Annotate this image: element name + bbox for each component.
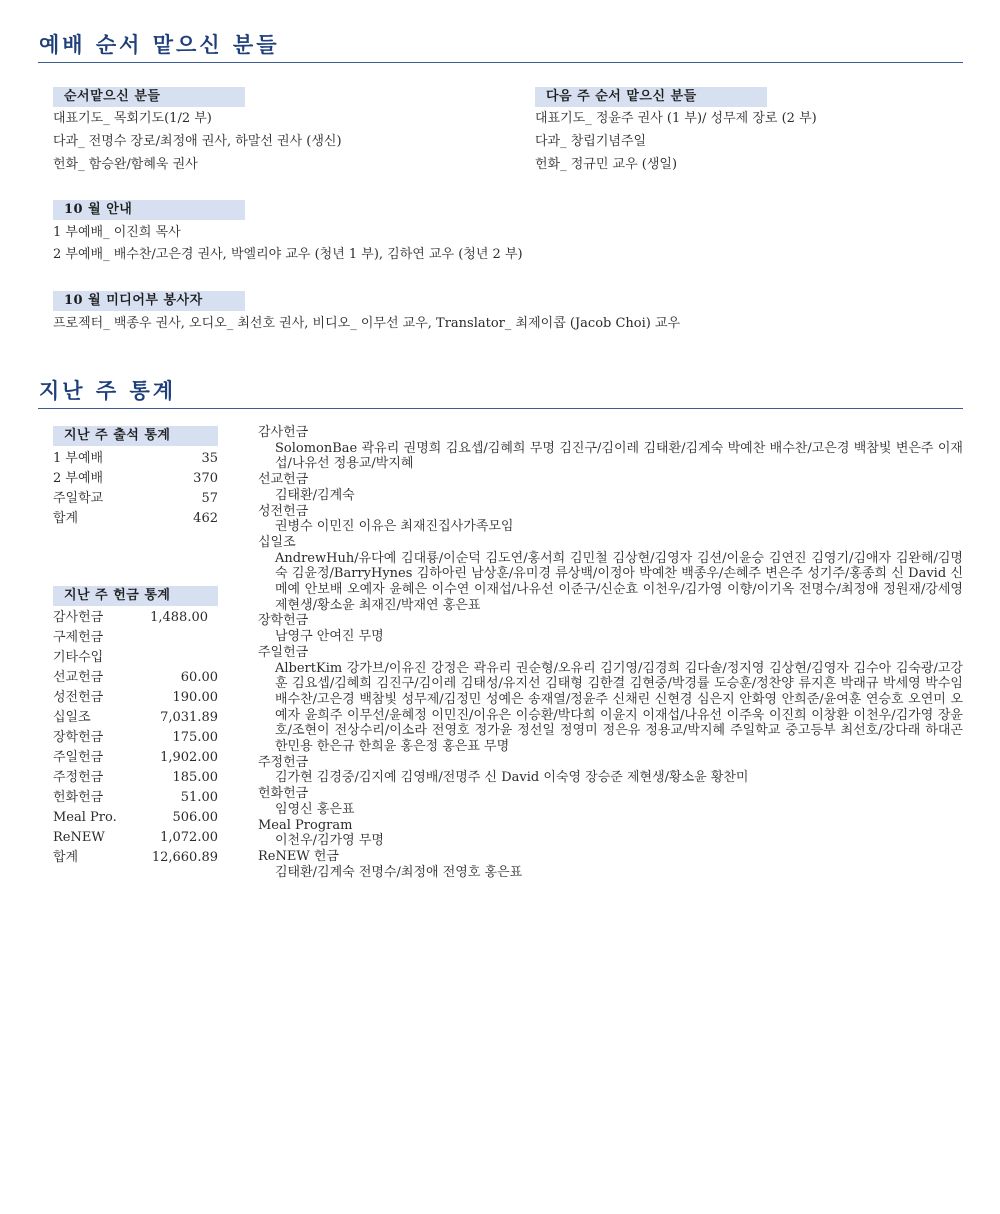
offering-donor-names: SolomonBae 곽유리 권명희 김요셉/김혜희 무명 김진구/김이레 김태환/김계숙 박예찬 배수찬/고은경 백참빛 변은주 이재섭/나유선 정용교/박지혜 bbox=[275, 440, 963, 472]
section-divider bbox=[38, 408, 963, 409]
offering-stats-row: 헌화헌금 51.00 bbox=[53, 790, 218, 805]
offering-stats-row: ReNEW 1,072.00 bbox=[53, 830, 218, 845]
offering-donor-names: AndrewHuh/유다예 김대룡/이순덕 김도연/홍서희 김민철 김상현/김영자 김션/이윤승 김연진 김영기/김애자 김완해/김명숙 김윤정/BarryHynes 김하아린 남상훈/유미경 류상백/이정아 박예찬 백종우/손혜주 변은주 성기주/홍종희 신 David 신메예 안보배 오예자 윤혜은 이수연 이재섭/나유선 이준구/신순효 이천우/김가영 이향/이기옥 전명수/최정애 정원재/강세영 제현생/황소윤 최재진/박재연 홍은표 bbox=[275, 550, 963, 613]
offering-stats-table bbox=[53, 608, 218, 868]
offering-category: 장학헌금 bbox=[258, 613, 309, 629]
next-week-line: 대표기도_ 정윤주 권사 (1 부)/ 성무제 장로 (2 부) bbox=[535, 111, 817, 126]
this-week-line: 대표기도_ 목회기도(1/2 부) bbox=[53, 111, 212, 126]
offering-category: 선교헌금 bbox=[258, 472, 309, 488]
offering-stats-row: 구제헌금 bbox=[53, 630, 104, 645]
offering-category: 성전헌금 bbox=[258, 503, 309, 519]
attendance-row: 2 부예배 370 bbox=[53, 471, 218, 486]
next-week-line: 다과_ 창립기념주일 bbox=[535, 134, 647, 149]
offering-donor-names: 남영구 안여진 무명 bbox=[275, 629, 384, 645]
offering-category: 주일헌금 bbox=[258, 644, 309, 660]
offering-category: 감사헌금 bbox=[258, 425, 309, 440]
offering-donor-names: 김태환/김계숙 bbox=[275, 487, 355, 503]
section-title-last-week-stats: 지난 주 통계 bbox=[39, 378, 177, 403]
offering-donor-names: 임영신 홍은표 bbox=[275, 801, 355, 817]
attendance-table bbox=[53, 449, 218, 529]
october-guide-header: 10 월 안내 bbox=[53, 200, 245, 220]
offering-stats-row: 선교헌금 60.00 bbox=[53, 670, 218, 685]
offering-category: 헌화헌금 bbox=[258, 786, 309, 802]
offering-stats-row: 기타수입 bbox=[53, 650, 104, 665]
october-guide-line: 2 부예배_ 배수찬/고은경 권사, 박엘리야 교우 (청년 1 부), 김하연 교우 (청년 2 부) bbox=[53, 247, 523, 262]
offering-stats-row: 장학헌금 175.00 bbox=[53, 730, 218, 745]
attendance-row: 합계 462 bbox=[53, 511, 218, 526]
attendance-header: 지난 주 출석 통계 bbox=[53, 426, 218, 446]
offering-category: 주정헌금 bbox=[258, 754, 309, 770]
october-guide-line: 1 부예배_ 이진희 목사 bbox=[53, 225, 181, 240]
this-week-header: 순서맡으신 분들 bbox=[53, 87, 245, 107]
section-title-worship-service: 예배 순서 맡으신 분들 bbox=[39, 32, 280, 57]
offering-stats-row: 성전헌금 190.00 bbox=[53, 690, 218, 705]
offering-stats-row: 주정헌금 185.00 bbox=[53, 770, 218, 785]
offering-donor-names: 권병수 이민진 이유은 최재진집사가족모임 bbox=[275, 519, 514, 535]
offering-stats-row: Meal Pro. 506.00 bbox=[53, 810, 218, 825]
offering-category: ReNEW 헌금 bbox=[258, 848, 339, 864]
offering-donor-names: 이천우/김가영 무명 bbox=[275, 833, 384, 849]
media-volunteers-header: 10 월 미디어부 봉사자 bbox=[53, 291, 245, 311]
next-week-header: 다음 주 순서 맡으신 분들 bbox=[535, 87, 767, 107]
offering-stats-row: 감사헌금 1,488.00 bbox=[53, 610, 208, 625]
next-week-line: 헌화_ 정규민 교우 (생일) bbox=[535, 157, 678, 172]
offering-stats-row: 십일조 7,031.89 bbox=[53, 710, 218, 725]
attendance-row: 1 부예배 35 bbox=[53, 451, 218, 466]
offering-stats-header: 지난 주 헌금 통계 bbox=[53, 586, 218, 606]
offering-donor-names: 김태환/김계숙 전명수/최정애 전영호 홍은표 bbox=[275, 864, 523, 880]
attendance-row: 주일학교 57 bbox=[53, 491, 218, 506]
offering-stats-row: 합계 12,660.89 bbox=[53, 850, 218, 865]
this-week-line: 다과_ 전명수 장로/최정애 권사, 하말선 권사 (생신) bbox=[53, 134, 342, 149]
offering-donor-names: 김가현 김경중/김지예 김영배/전명주 신 David 이숙영 장승준 제현생/황소윤 황찬미 bbox=[275, 770, 749, 786]
this-week-line: 헌화_ 함승완/함혜욱 권사 bbox=[53, 157, 198, 172]
offering-donor-names: AlbertKim 강가브/이유진 강정은 곽유리 권순형/오유리 김기영/김경희 김다솔/정지영 김상현/김영자 김수아 김숙광/고강훈 김요셉/김혜희 김진구/김이레 김태성/유지선 김태형 김한결 김현중/박경률 도승훈/정찬양 류지흔 박래규 박세영 박수임 배수찬/고은경 백참빛 성무제/김정민 성예은 송재열/정윤주 신채린 신현경 심은지 안화영 안희준/윤여훈 연승호 오연미 오예자 윤희주 이무선/윤혜정 이민진/이유은 이승환/박다희 이윤지 이재섭/나유선 이주욱 이진희 이창환 이천우/김가영 장윤호/조현이 전상수리/이소라 전영호 정가윤 정선일 정영미 정은유 정용교/박지혜 주일학교 중고등부 최선호/강다래 하대곤 한민용 한은규 한희윤 홍은정 홍은표 무명 bbox=[275, 660, 963, 755]
offering-donor-list bbox=[258, 425, 963, 880]
section-divider bbox=[38, 62, 963, 63]
media-volunteers-line: 프로젝터_ 백종우 권사, 오디오_ 최선호 권사, 비디오_ 이무선 교우, Translator_ 최제이콥 (Jacob Choi) 교우 bbox=[53, 316, 681, 331]
offering-category: 십일조 bbox=[258, 534, 296, 550]
offering-stats-row: 주일헌금 1,902.00 bbox=[53, 750, 218, 765]
offering-category: Meal Program bbox=[258, 817, 353, 833]
